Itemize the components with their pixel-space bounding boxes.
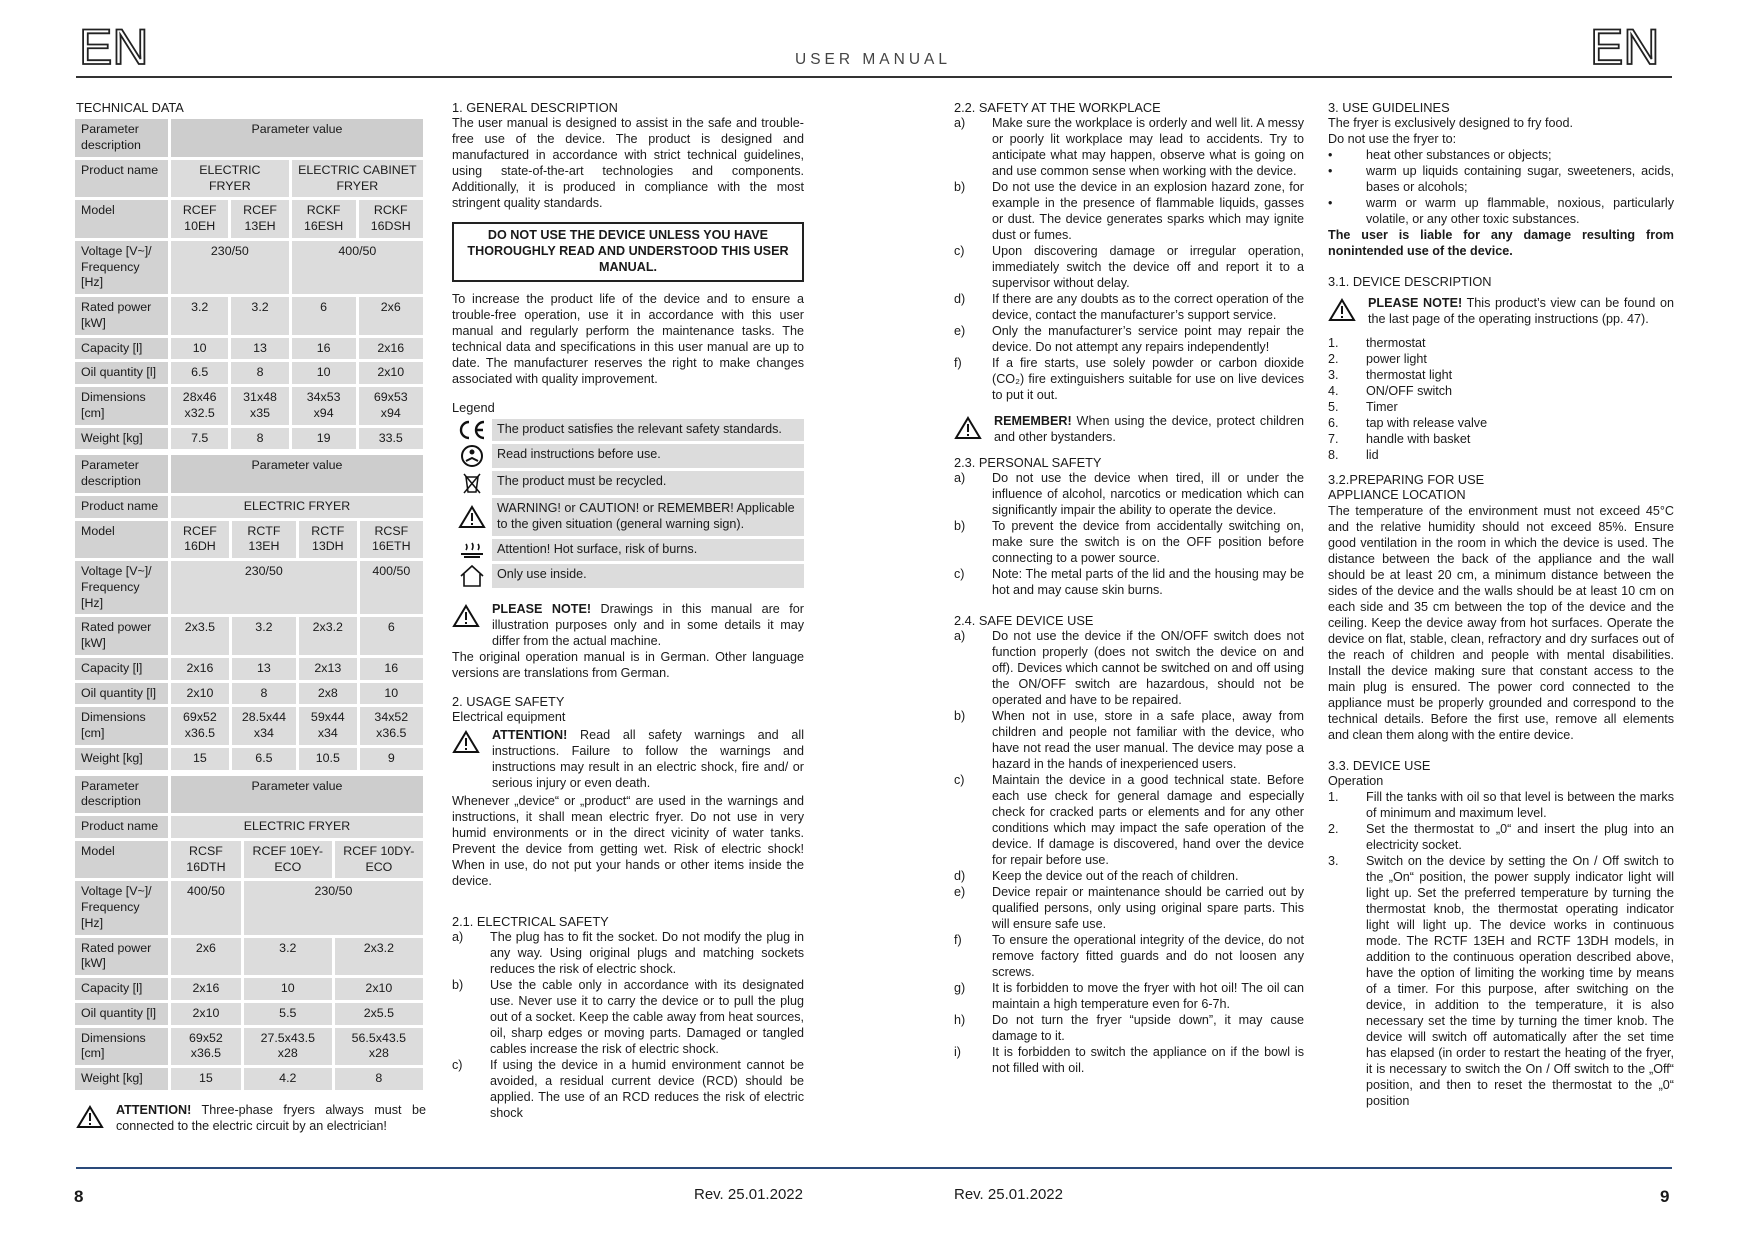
list-text: Do not use the device if the ON/OFF switch does not function properly (does not switch the device on and off). Devices which cannot be switched on and off using the ON/OFF switch are hazardous, should not be operated and have to be repaired. — [992, 629, 1304, 708]
table-cell: 3.2 — [231, 297, 291, 335]
recycle-bin-icon — [452, 471, 492, 495]
house-icon — [452, 564, 492, 588]
table-cell: 13 — [232, 658, 299, 680]
table-cell: 28.5x44 x34 — [232, 707, 299, 745]
section-heading-device-description: 3.1. DEVICE DESCRIPTION — [1328, 274, 1492, 290]
table-cell: 59x44 x34 — [299, 707, 360, 745]
table-cell: RCTF 13DH — [299, 521, 360, 559]
subheading: Operation — [1328, 774, 1384, 789]
param-label: Parameter description — [75, 455, 171, 493]
list-marker: d) — [954, 869, 966, 884]
table-cell: 2x10 — [171, 683, 232, 705]
general-description-column — [452, 100, 804, 1122]
list-text: The plug has to fit the socket. Do not modify the plug in any way. Using original plugs and matching sockets reduces the risk of electric shock. — [490, 930, 804, 977]
section-heading-personal-safety: 2.3. PERSONAL SAFETY — [954, 454, 1102, 470]
list-marker: 3. — [1328, 854, 1339, 869]
bullet-icon: • — [1328, 196, 1333, 211]
read-manual-warning-box: DO NOT USE THE DEVICE UNLESS YOU HAVE THOROUGHLY READ AND UNDERSTOOD THIS USER MANUAL. — [452, 222, 804, 282]
paragraph: The temperature of the environment must not exceed 45°C and the relative humidity should not exceed 85%. Ensure good ventilation in the room in which the device is used. The distance between the back of the appliance and the wall should be at least 20 cm, a minimum distance between the sides of the device and the walls should be at least 10 cm on each side and 35 cm between the top of the device and the ceiling. Keep the device away from hot surfaces. Operate the device on flat, stable, clean, refractory and dry surfaces out of the reach of children and people with mental disabilities. Install the device making sure that constant access to the main plug is ensured. The power cord connected to the appliance must be properly grounded and correspond to the technical details. Before the first use, remove all elements and clean them along with the entire device. — [1328, 504, 1674, 743]
list-item — [954, 356, 1304, 404]
list-marker: 6. — [1328, 416, 1339, 431]
page-number-right: 9 — [1660, 1187, 1670, 1206]
drawings-note — [452, 602, 804, 650]
table-cell: RCEF 16DH — [171, 521, 232, 559]
list-item — [954, 981, 1304, 1013]
list-item — [954, 885, 1304, 933]
table-cell: 7.5 — [171, 428, 231, 450]
list-item — [954, 292, 1304, 324]
legend-item — [452, 444, 804, 468]
remember-text: When using the device, protect children and other bystanders. — [994, 413, 1304, 444]
list-text: To prevent the device from accidentally switching on, make sure the switch is on the OFF position before connecting to a power source. — [992, 519, 1304, 566]
section-heading-general: 1. GENERAL DESCRIPTION — [452, 100, 618, 115]
table-cell: 10 — [171, 338, 231, 360]
table-cell: 34x53 x94 — [292, 387, 359, 425]
table-cell: 34x52 x36.5 — [360, 707, 423, 745]
list-marker: a) — [954, 629, 966, 644]
list-marker: i) — [954, 1044, 961, 1059]
section-heading-device-use: 3.3. DEVICE USE — [1328, 758, 1431, 774]
list-text: Do not use the device when tired, ill or under the influence of alcohol, narcotics or medication which can significantly impair the ability to operate the device. — [992, 471, 1304, 518]
legend-item — [452, 539, 804, 561]
table-cell: RCEF 13EH — [231, 200, 291, 238]
table-cell: 2x16 — [171, 978, 244, 1000]
param-label: Parameter description — [75, 119, 171, 157]
legend-text: The product must be recycled. — [492, 471, 804, 495]
table-cell: 230/50 — [171, 241, 292, 294]
list-marker: a) — [452, 930, 464, 945]
table-cell: 15 — [171, 748, 232, 770]
list-marker: 5. — [1328, 400, 1339, 415]
list-marker: e) — [954, 324, 966, 339]
list-item — [954, 1045, 1304, 1077]
operation-steps-list — [1328, 790, 1674, 1110]
list-item — [1328, 854, 1674, 1110]
table-cell: RCEF 10DY-ECO — [335, 841, 423, 879]
param-value-header: Parameter value — [171, 119, 423, 157]
page-number-left: 8 — [74, 1187, 84, 1206]
list-text: Device repair or maintenance should be carried out by qualified persons, only using original spare parts. This will ensure safe use. — [992, 885, 1304, 932]
list-item — [954, 244, 1304, 292]
device-parts-list — [1328, 336, 1674, 464]
table-cell: RCSF 16ETH — [360, 521, 423, 559]
section-heading-safe-device-use: 2.4. SAFE DEVICE USE — [954, 613, 1094, 629]
list-text: power light — [1366, 352, 1427, 367]
row-label: Model — [75, 521, 171, 559]
list-item — [954, 116, 1304, 180]
list-marker: f) — [954, 356, 962, 371]
subheading: APPLIANCE LOCATION — [1328, 488, 1466, 503]
legend-text: Read instructions before use. — [492, 444, 804, 468]
table-cell: 13 — [231, 338, 291, 360]
list-item — [954, 567, 1304, 599]
row-label: Rated power [kW] — [75, 297, 171, 335]
language-code-left: EN — [79, 24, 149, 70]
list-marker: c) — [954, 244, 965, 259]
list-marker: 3. — [1328, 368, 1339, 383]
row-label: Oil quantity [l] — [75, 362, 171, 384]
liability-statement: The user is liable for any damage resulting from nonintended use of the device. — [1328, 228, 1674, 259]
list-marker: b) — [954, 180, 966, 195]
table-cell: 16 — [292, 338, 359, 360]
safety-column — [954, 100, 1304, 1077]
list-text: Make sure the workplace is orderly and well lit. A messy or poorly lit workplace may lead to accidents. Try to anticipate what may happen, observe what is going on and use common sense when working with the device. — [992, 116, 1304, 179]
legend-text: Attention! Hot surface, risk of burns. — [492, 539, 804, 561]
list-item — [1328, 148, 1674, 164]
list-item — [452, 978, 804, 1058]
revision-left: Rev. 25.01.2022 — [694, 1186, 803, 1203]
list-item — [954, 1013, 1304, 1045]
table-cell: 33.5 — [359, 428, 424, 450]
list-item — [1328, 336, 1674, 352]
list-item — [954, 324, 1304, 356]
legend-text: Only use inside. — [492, 564, 804, 588]
table-cell: 2x13 — [299, 658, 360, 680]
table-cell: 6 — [292, 297, 359, 335]
manual-title: USER MANUAL — [795, 51, 951, 68]
technical-data-heading: TECHNICAL DATA — [76, 100, 184, 115]
list-marker: c) — [954, 567, 965, 582]
row-label: Model — [75, 200, 171, 238]
table-cell: RCKF 16ESH — [292, 200, 359, 238]
table-cell: 19 — [292, 428, 359, 450]
list-marker: 8. — [1328, 448, 1339, 463]
list-text: If a fire starts, use solely powder or carbon dioxide (CO₂) fire extinguishers suitable for use on live devices to put it out. — [992, 356, 1304, 402]
list-item — [954, 471, 1304, 519]
param-value-header: Parameter value — [171, 776, 423, 814]
list-text: It is forbidden to switch the appliance on if the bowl is not filled with oil. — [992, 1044, 1304, 1075]
table-cell: ELECTRIC FRYER — [171, 816, 423, 838]
row-label: Voltage [V~]/ Frequency [Hz] — [75, 881, 171, 934]
table-cell: RCEF 10EH — [171, 200, 231, 238]
row-label: Product name — [75, 496, 171, 518]
table-cell: 2x3.5 — [171, 617, 232, 655]
table-cell: 16 — [360, 658, 423, 680]
list-marker: d) — [954, 292, 966, 307]
row-label: Model — [75, 841, 171, 879]
list-text: To ensure the operational integrity of the device, do not remove factory fitted guards and do not loosen any screws. — [992, 933, 1304, 979]
table-cell: 3.2 — [244, 938, 335, 976]
row-label: Rated power [kW] — [75, 938, 171, 976]
warning-triangle-icon — [1328, 296, 1368, 328]
bullet-icon: • — [1328, 164, 1333, 179]
footer-rule — [76, 1167, 1672, 1169]
list-text: Note: The metal parts of the lid and the housing may be hot and may cause skin burns. — [992, 567, 1304, 598]
list-text: Do not use the device in an explosion hazard zone, for example in the presence of flammable liquids, gasses or dust. The device generates sparks which may ignite dust or fumes. — [992, 180, 1304, 243]
table-cell: 2x3.2 — [299, 617, 360, 655]
list-marker: h) — [954, 1012, 966, 1027]
legend-text: The product satisfies the relevant safety standards. — [492, 419, 804, 441]
attention-text: Read all safety warnings and all instructions. Failure to follow the warnings and instructions may result in an electric shock, fire and/ or serious injury or even death. — [492, 728, 804, 791]
row-label: Oil quantity [l] — [75, 1003, 171, 1025]
safe-device-use-list — [954, 629, 1304, 1077]
row-label: Weight [kg] — [75, 428, 171, 450]
table-cell: 4.2 — [244, 1068, 335, 1090]
table-cell: 8 — [231, 428, 291, 450]
list-marker: 2. — [1328, 822, 1339, 837]
attention-text: Three-phase fryers always must be connected to the electric circuit by an electrician! — [116, 1102, 426, 1133]
list-marker: 1. — [1328, 336, 1339, 351]
row-label: Rated power [kW] — [75, 617, 171, 655]
list-marker: 7. — [1328, 432, 1339, 447]
row-label: Weight [kg] — [75, 748, 171, 770]
remember-note — [954, 414, 1304, 446]
list-text: Timer — [1366, 400, 1398, 415]
row-label: Capacity [l] — [75, 338, 171, 360]
row-label: Product name — [75, 816, 171, 838]
table-cell: 2x6 — [171, 938, 244, 976]
section-heading-use-guidelines: 3. USE GUIDELINES — [1328, 100, 1450, 115]
list-text: handle with basket — [1366, 432, 1471, 447]
legend-item — [452, 419, 804, 441]
table-cell: 3.2 — [232, 617, 299, 655]
attention-label: ATTENTION! — [492, 728, 568, 743]
table-cell: 230/50 — [171, 561, 360, 614]
table-cell: 400/50 — [292, 241, 423, 294]
table-cell: 56.5x43.5 x28 — [335, 1028, 423, 1066]
list-item — [954, 180, 1304, 244]
warning-triangle-icon — [452, 728, 492, 792]
table-cell: ELECTRIC FRYER — [171, 496, 423, 518]
table-cell: 28x46 x32.5 — [171, 387, 231, 425]
row-label: Weight [kg] — [75, 1068, 171, 1090]
list-text: lid — [1366, 448, 1379, 463]
table-cell: 230/50 — [244, 881, 423, 934]
technical-table-3 — [75, 773, 423, 1093]
language-badge-right — [1590, 24, 1670, 70]
warning-triangle-icon — [452, 602, 492, 650]
list-item — [1328, 822, 1674, 854]
list-item — [1328, 352, 1674, 368]
row-label: Capacity [l] — [75, 978, 171, 1000]
note-text: This product’s view can be found on the last page of the operating instructions (pp. 47). — [1368, 296, 1674, 327]
header-rule — [76, 76, 1672, 78]
table-cell: 2x10 — [171, 1003, 244, 1025]
table-cell: 2x16 — [171, 658, 232, 680]
list-item — [1328, 164, 1674, 196]
list-item — [954, 773, 1304, 869]
list-text: warm up liquids containing sugar, sweeteners, acids, bases or alcohols; — [1366, 164, 1674, 195]
table-cell: 2x16 — [359, 338, 424, 360]
list-marker: 4. — [1328, 384, 1339, 399]
table-cell: 9 — [360, 748, 423, 770]
row-label: Dimensions [cm] — [75, 387, 171, 425]
section-heading-electrical-safety: 2.1. ELECTRICAL SAFETY — [452, 914, 609, 930]
table-cell: 6.5 — [232, 748, 299, 770]
list-text: Fill the tanks with oil so that level is between the marks of minimum and maximum level. — [1366, 790, 1674, 821]
use-guidelines-column — [1328, 100, 1674, 1110]
technical-table-2 — [75, 452, 423, 772]
table-cell: 31x48 x35 — [231, 387, 291, 425]
list-text: Switch on the device by setting the On / Off switch to the „On“ position, the power supply indicator light will light up. Set the preferred temperature by turning the thermostat knob, the thermostat operating indicator light will light up. The device works in continuous mode. The RCTF 13EH and RCTF 13DH models, in addition to the continuous operation described above, have the option of limiting the working time by means of a timer. For this purpose, after switching on the device, in addition to the temperature, it is also necessary set the time by turning the timer knob. The device will switch off automatically after the set time has elapsed (in order to restart the heating of the fryer, it is necessary to switch the On / Off switch to the „Off“ position, and then to reset the thermostat to the „0“ position — [1366, 854, 1674, 1109]
legend-text: WARNING! or CAUTION! or REMEMBER! Applicable to the given situation (general warning sign). — [492, 498, 804, 536]
row-label: Capacity [l] — [75, 658, 171, 680]
param-label: Parameter description — [75, 776, 171, 814]
row-label: Voltage [V~]/ Frequency [Hz] — [75, 561, 171, 614]
attention-note — [452, 728, 804, 792]
list-text: Maintain the device in a good technical state. Before each use check for general damage and especially check for cracked parts or elements and for any other conditions which may impact the safe operation of the device. If damage is discovered, hand over the device for repair before use. — [992, 773, 1304, 868]
revision-right: Rev. 25.01.2022 — [954, 1186, 1063, 1203]
list-marker: g) — [954, 980, 966, 995]
list-marker: e) — [954, 885, 966, 900]
table-cell: ELECTRIC FRYER — [171, 160, 292, 198]
list-text: tap with release valve — [1366, 416, 1488, 431]
device-view-note — [1328, 296, 1674, 328]
table-cell: 5.5 — [244, 1003, 335, 1025]
list-item — [954, 629, 1304, 709]
list-item — [1328, 384, 1674, 400]
hot-surface-icon — [452, 539, 492, 561]
row-label: Product name — [75, 160, 171, 198]
table-cell: 2x5.5 — [335, 1003, 423, 1025]
legend-item — [452, 498, 804, 536]
language-badge-left — [79, 24, 159, 70]
workplace-safety-list — [954, 116, 1304, 404]
list-text: Only the manufacturer’s service point may repair the device. Do not attempt any repairs independently! — [992, 324, 1304, 355]
table-cell: 2x8 — [299, 683, 360, 705]
list-text: When not in use, store in a safe place, away from children and people not familiar with the device, who have not read the user manual. The device may pose a hazard in the hands of inexperienced users. — [992, 709, 1304, 772]
read-manual-icon — [452, 444, 492, 468]
list-item — [1328, 368, 1674, 384]
technical-data-column — [76, 100, 426, 1141]
table-cell: RCSF 16DTH — [171, 841, 244, 879]
row-label: Voltage [V~]/ Frequency [Hz] — [75, 241, 171, 294]
table-cell: 10.5 — [299, 748, 360, 770]
list-item — [1328, 448, 1674, 464]
list-item — [1328, 400, 1674, 416]
list-marker: 2. — [1328, 352, 1339, 367]
list-item — [1328, 790, 1674, 822]
list-item — [954, 933, 1304, 981]
list-marker: b) — [452, 978, 464, 993]
table-cell: 2x10 — [359, 362, 424, 384]
list-marker: f) — [954, 933, 962, 948]
list-text: thermostat light — [1366, 368, 1453, 383]
prohibited-uses-list — [1328, 148, 1674, 228]
table-cell: 10 — [244, 978, 335, 1000]
list-item — [1328, 416, 1674, 432]
section-heading-preparing: 3.2.PREPARING FOR USE — [1328, 472, 1485, 488]
table-cell: 69x53 x94 — [359, 387, 424, 425]
row-label: Dimensions [cm] — [75, 1028, 171, 1066]
section-heading-usage-safety: 2. USAGE SAFETY — [452, 694, 565, 710]
table-cell: 2x3.2 — [335, 938, 423, 976]
row-label: Oil quantity [l] — [75, 683, 171, 705]
warning-triangle-icon — [452, 498, 492, 536]
electrical-safety-list — [452, 930, 804, 1122]
list-marker: c) — [452, 1058, 463, 1073]
bullet-icon: • — [1328, 148, 1333, 163]
table-cell: 69x52 x36.5 — [171, 1028, 244, 1066]
list-text: It is forbidden to move the fryer with hot oil! The oil can maintain a high temperature even for 6-7h. — [992, 980, 1304, 1011]
table-cell: 8 — [335, 1068, 423, 1090]
list-item — [1328, 432, 1674, 448]
list-marker: b) — [954, 709, 966, 724]
list-text: Keep the device out of the reach of children. — [992, 869, 1239, 884]
language-code-right: EN — [1590, 24, 1660, 70]
list-marker: b) — [954, 519, 966, 534]
table-cell: RCKF 16DSH — [359, 200, 424, 238]
list-item — [452, 930, 804, 978]
paragraph: Do not use the fryer to: — [1328, 132, 1457, 147]
table-cell: RCEF 10EY-ECO — [244, 841, 335, 879]
list-text: warm or warm up flammable, noxious, particularly volatile, or any other toxic substances. — [1366, 196, 1674, 227]
list-text: Upon discovering damage or irregular operation, immediately switch the device off and report it to a supervisor without delay. — [992, 244, 1304, 291]
list-text: ON/OFF switch — [1366, 384, 1453, 399]
paragraph: The user manual is designed to assist in the safe and trouble-free use of the device. The product is designed and manufactured in accordance with strict technical guidelines, using state-of-the-art technologies and components. Additionally, it is produced in compliance with the most stringent quality standards. — [452, 116, 804, 211]
list-item — [954, 869, 1304, 885]
row-label: Dimensions [cm] — [75, 707, 171, 745]
table-cell: 69x52 x36.5 — [171, 707, 232, 745]
list-text: thermostat — [1366, 336, 1426, 351]
note-text: Drawings in this manual are for illustration purposes only and in some details it may differ from the actual machine. — [492, 602, 804, 649]
personal-safety-list — [954, 471, 1304, 599]
table-cell: 15 — [171, 1068, 244, 1090]
table-cell: 400/50 — [171, 881, 244, 934]
list-item — [1328, 196, 1674, 228]
table-cell: 10 — [292, 362, 359, 384]
three-phase-attention — [76, 1103, 426, 1135]
paragraph: Whenever „device“ or „product“ are used in the warnings and instructions, it shall mean electric fryer. Do not use in very humid environments or in the direct vicinity of water tanks. Prevent the device from getting wet. Risk of electric shock! When in use, do not put your hands or other items inside the device. — [452, 794, 804, 889]
table-cell: RCTF 13EH — [232, 521, 299, 559]
list-text: heat other substances or objects; — [1366, 148, 1552, 163]
note-label: PLEASE NOTE! — [492, 602, 592, 617]
paragraph: The fryer is exclusively designed to fry food. — [1328, 116, 1573, 131]
legend-heading: Legend — [452, 400, 495, 416]
section-heading-workplace-safety: 2.2. SAFETY AT THE WORKPLACE — [954, 100, 1161, 115]
table-cell: 2x10 — [335, 978, 423, 1000]
table-cell: 400/50 — [360, 561, 423, 614]
warning-triangle-icon — [954, 414, 994, 446]
legend-item — [452, 471, 804, 495]
paragraph: The original operation manual is in German. Other language versions are translations from German. — [452, 650, 804, 681]
list-text: If there are any doubts as to the correct operation of the device, contact the manufacturer’s support service. — [992, 292, 1304, 323]
table-cell: 6.5 — [171, 362, 231, 384]
table-cell: ELECTRIC CABINET FRYER — [292, 160, 423, 198]
table-cell: 10 — [360, 683, 423, 705]
list-marker: a) — [954, 471, 966, 486]
note-label: PLEASE NOTE! — [1368, 296, 1463, 311]
warning-triangle-icon — [76, 1103, 116, 1135]
list-text: Set the thermostat to „0“ and insert the plug into an electricity socket. — [1366, 822, 1674, 853]
list-item — [954, 709, 1304, 773]
legend-item — [452, 564, 804, 588]
list-text: Use the cable only in accordance with its designated use. Never use it to carry the device or to pull the plug out of a socket. Keep the cable away from heat sources, oil, sharp edges or moving parts. Damaged or tangled cables increase the risk of electric shock. — [490, 978, 804, 1057]
table-cell: 8 — [231, 362, 291, 384]
list-text: If using the device in a humid environment cannot be avoided, a residual current device (RCD) should be applied. The use of an RCD reduces the risk of electric shock — [490, 1058, 804, 1121]
list-marker: 1. — [1328, 790, 1339, 805]
attention-label: ATTENTION! — [116, 1102, 192, 1117]
list-marker: c) — [954, 773, 965, 788]
remember-label: REMEMBER! — [994, 413, 1072, 428]
ce-mark-icon — [452, 419, 492, 441]
legend-list — [452, 419, 804, 588]
table-cell: 2x6 — [359, 297, 424, 335]
table-cell: 8 — [232, 683, 299, 705]
list-marker: a) — [954, 116, 966, 131]
list-text: Do not turn the fryer “upside down”, it may cause damage to it. — [992, 1012, 1304, 1043]
table-cell: 6 — [360, 617, 423, 655]
table-cell: 3.2 — [171, 297, 231, 335]
table-cell: 27.5x43.5 x28 — [244, 1028, 335, 1066]
technical-table-1 — [75, 116, 423, 452]
param-value-header: Parameter value — [171, 455, 423, 493]
subheading: Electrical equipment — [452, 710, 566, 725]
list-item — [954, 519, 1304, 567]
paragraph: To increase the product life of the device and to ensure a trouble-free operation, use it in accordance with this user manual and regularly perform the maintenance tasks. The technical data and specifications in this user manual are up to date. The manufacturer reserves the right to make changes associated with quality improvement. — [452, 292, 804, 387]
list-item — [452, 1058, 804, 1122]
